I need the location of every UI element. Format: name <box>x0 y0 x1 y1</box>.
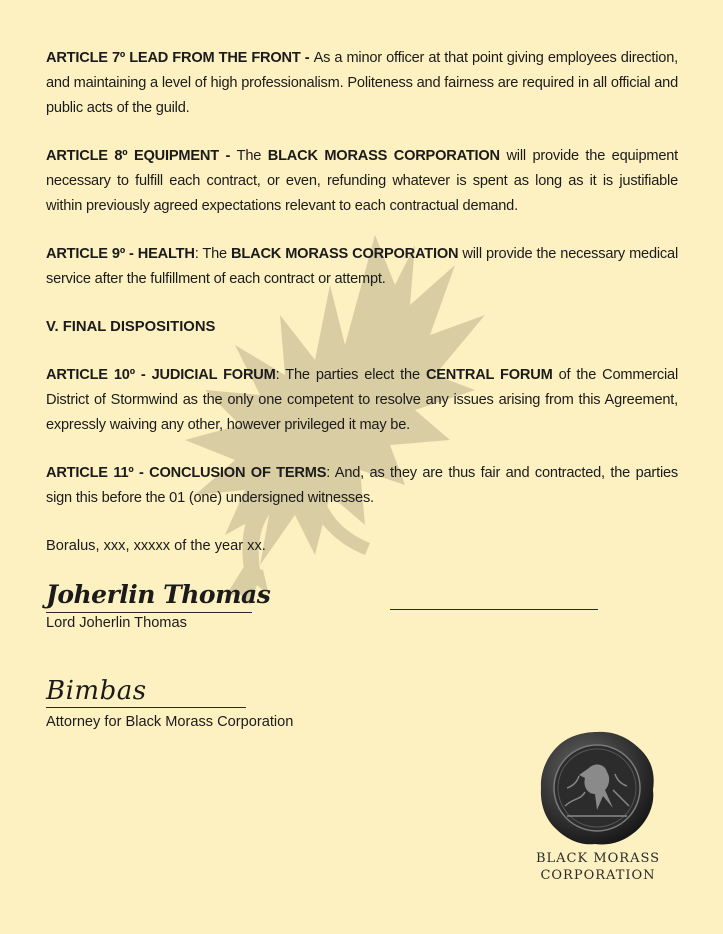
article-7-heading: ARTICLE 7º LEAD FROM THE FRONT - <box>46 50 314 66</box>
raven-wax-seal-icon <box>537 728 657 848</box>
article-10 <box>46 363 678 438</box>
article-11-heading: ARTICLE 11º - CONCLUSION OF TERMS <box>46 465 327 481</box>
article-10-emphasis: CENTRAL FORUM <box>425 367 553 383</box>
signature-line-lord <box>46 612 252 613</box>
article-10-heading: ARTICLE 10º - JUDICIAL FORUM <box>46 367 276 383</box>
seal-caption-line1: BLACK MORASS <box>535 851 661 866</box>
document-body <box>46 46 678 559</box>
signature-caption-lord: Lord Joherlin Thomas <box>46 615 187 631</box>
signature-line-attorney <box>46 707 246 708</box>
signature-line-witness <box>390 609 598 610</box>
article-8-text-after: will provide the equipment necessary to fulfill each contract, or even, refunding whatever is spent as long as it is justifiable within previously agreed expectations relevant to each contractual demand. <box>46 148 679 214</box>
signature-script-attorney: Bimbas <box>46 676 147 706</box>
article-11 <box>46 461 678 511</box>
section-heading: V. FINAL DISPOSITIONS <box>46 319 216 335</box>
signature-caption-attorney: Attorney for Black Morass Corporation <box>46 714 294 730</box>
article-8-emphasis: BLACK MORASS CORPORATION <box>267 148 500 164</box>
signature-script-lord: Joherlin Thomas <box>46 580 271 609</box>
article-7-text: As a minor officer at that point giving employees direction, and maintaining a level of high professionalism. Politeness and fairness are required in all official and public acts of the guild. <box>46 50 678 116</box>
article-9-heading: ARTICLE 9º - HEALTH <box>46 246 195 262</box>
article-9 <box>46 242 678 292</box>
place-date: Boralus, xxx, xxxxx of the year xx. <box>46 538 266 554</box>
article-7 <box>46 46 678 121</box>
article-10-text-after: of the Commercial District of Stormwind as the only one competent to resolve any issues arising from this Agreement, expressly waiving any other, however privileged it may be. <box>46 367 679 433</box>
article-11-text: : And, as they are thus fair and contracted, the parties sign this before the 01 (one) undersigned witnesses. <box>46 465 678 506</box>
article-8-text-before: The <box>236 148 268 164</box>
article-10-text-before: : The parties elect the <box>275 367 426 383</box>
article-9-text-before: : The <box>194 246 232 262</box>
article-9-emphasis: BLACK MORASS CORPORATION <box>231 246 459 262</box>
article-8-heading: ARTICLE 8º EQUIPMENT - <box>46 148 237 164</box>
article-8 <box>46 144 678 219</box>
seal-caption-line2: CORPORATION <box>540 868 656 883</box>
seal-caption <box>523 850 673 884</box>
article-9-text-after: will provide the necessary medical service after the fulfillment of each contract or attempt. <box>46 246 678 287</box>
